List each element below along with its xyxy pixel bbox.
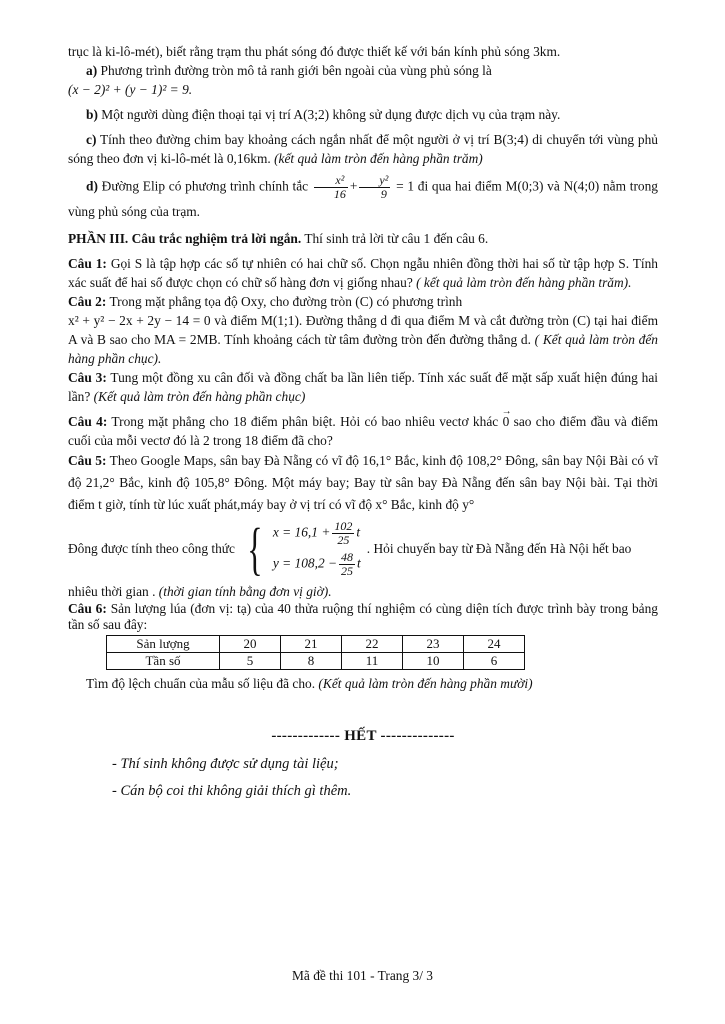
q1-note: ( kết quả làm tròn đến hàng phần trăm). (416, 275, 632, 290)
table-cell: 23 (403, 636, 464, 653)
item-a-equation: (x − 2)² + (y − 1)² = 9. (68, 82, 193, 97)
item-d: d) Đường Elip có phương trình chính tắc $\frac{\text{x²}}{16}$ + $\frac{\text{y²}}{9}$ = 1 đi qua hai điểm M(0;3) và N(4;0) nằm trong vùng phủ sóng của trạm. (68, 173, 659, 219)
table-row (107, 653, 525, 670)
table-cell: 24 (464, 636, 525, 653)
note-line: - Cán bộ coi thi không giải thích gì thêm. (112, 783, 352, 799)
question-5 (68, 450, 658, 516)
table-cell: 20 (220, 636, 281, 653)
q5-label: Câu 5: (68, 453, 107, 468)
item-a-text: Phương trình đường tròn mô tả ranh giới bên ngoài của vùng phủ sóng là (100, 63, 492, 78)
item-b-label: b) (86, 107, 98, 122)
q6-ask-line (68, 674, 658, 693)
exam-page (68, 42, 658, 802)
q5-line-end: nhiêu thời gian . (68, 584, 156, 599)
item-a (68, 61, 658, 80)
note-line: - Thí sinh không được sử dụng tài liệu; (112, 756, 339, 772)
item-b-text: Một người dùng điện thoại tại vị trí A(3;2) không sử dụng được dịch vụ của trạm này. (101, 107, 561, 122)
item-c (68, 130, 658, 168)
item-d-label: d) (86, 178, 98, 194)
brace-icon: { (247, 516, 263, 581)
item-c-label: c) (86, 132, 97, 147)
item-b (68, 105, 658, 124)
item-c-note: (kết quả làm tròn đến hàng phần trăm) (274, 151, 483, 166)
q2-label: Câu 2: (68, 294, 107, 309)
q5-text: Theo Google Maps, sân bay Đà Nẵng có vĩ độ 16,1° Bắc, kinh độ 108,2° Đông, sân bay Nội Bài có vĩ độ 21,2° Bắc, kinh độ 105,8° Đông. Một máy bay; Bay từ sân bay Đà Nẵng đến sân bay Nội bài. Tại thời điểm t giờ, tính từ lúc xuất phát,máy bay ở vị trí có vĩ độ x° Bắc, kinh độ y° (68, 453, 658, 512)
q5-formula-intro: Đông được tính theo công thức (68, 541, 236, 556)
item-d-text-after: = 1 đi qua hai điểm M(0;3) và N(4;0) nằm trong vùng phủ sóng của trạm. (68, 178, 659, 219)
ellipse-frac-y: $\frac{\text{y²}}{9}$ (359, 174, 390, 201)
q5-formula-after: . Hỏi chuyến bay từ Đà Nẵng đến Hà Nội hết bao (366, 541, 632, 556)
question-4 (68, 412, 658, 450)
table-header-cell: Tần số (107, 653, 220, 670)
item-d-text-before: Đường Elip có phương trình chính tắc (101, 178, 309, 194)
part3-desc: Thí sinh trả lời từ câu 1 đến câu 6. (304, 231, 489, 246)
table-cell: 6 (464, 653, 525, 670)
q6-note: (Kết quả làm tròn đến hàng phần mười) (318, 676, 533, 691)
q2-note: ( Kết quả làm tròn đến hàng phần chục). (68, 332, 659, 366)
question-1 (68, 254, 658, 292)
table-cell: 10 (403, 653, 464, 670)
table-cell: 11 (342, 653, 403, 670)
q3-label: Câu 3: (68, 370, 107, 385)
q5-eq1: x = 16,1 + $\frac{102}{25}$ t (272, 519, 361, 547)
q1-text: Gọi S là tập hợp các số tự nhiên có hai chữ số. Chọn ngẫu nhiên đồng thời hai số từ tập hợp S. Tính xác suất để hai số được chọn có chữ số hàng đơn vị giống nhau? (68, 256, 658, 290)
q5-eq2: y = 108,2 − $\frac{48}{25}$ t (272, 550, 361, 578)
ellipse-frac-x: $\frac{\text{x²}}{16}$ (314, 174, 348, 201)
question-6 (68, 601, 658, 633)
q6-label: Câu 6: (68, 601, 107, 616)
q2-line1: Trong mặt phẳng tọa độ Oxy, cho đường tròn (C) có phương trình (109, 294, 463, 309)
q5-note: (thời gian tính bằng đơn vị giờ). (158, 584, 332, 599)
q5-end (68, 582, 658, 601)
question-2-cont (68, 311, 658, 368)
part3-heading (68, 229, 658, 248)
q4-label: Câu 4: (68, 414, 108, 429)
q4-text-after: sao cho điểm đầu và điểm cuối của mỗi vectơ đó là 2 trong 18 điểm đã cho? (68, 414, 658, 448)
question-3 (68, 368, 658, 406)
page-footer: Mã đề thi 101 - Trang 3/ 3 (292, 968, 433, 983)
frequency-table (106, 635, 525, 670)
item-a-label: a) (86, 63, 98, 78)
q5-formula-row (68, 516, 658, 581)
q5-equation-system (273, 520, 361, 578)
part3-title: PHẦN III. Câu trắc nghiệm trả lời ngắn. (68, 231, 302, 246)
table-cell: 22 (342, 636, 403, 653)
table-cell: 5 (220, 653, 281, 670)
end-marker: ------------- HẾT -------------- (271, 728, 455, 744)
q6-text: Sản lượng lúa (đơn vị: tạ) của 40 thửa ruộng thí nghiệm có cùng diện tích được trình bày trong bảng tần số sau đây: (68, 601, 658, 632)
zero-vector: → 0 (503, 412, 510, 431)
table-row (107, 636, 525, 653)
table-cell: 21 (281, 636, 342, 653)
q6-ask: Tìm độ lệch chuẩn của mẫu số liệu đã cho. (86, 676, 316, 691)
question-2 (68, 292, 658, 311)
table-cell: 8 (281, 653, 342, 670)
q3-text: Tung một đồng xu cân đối và đồng chất ba lần liên tiếp. Tính xác suất để mặt sấp xuất hiện đúng hai lần? (68, 370, 658, 404)
intro-line: trục là ki-lô-mét), biết rằng trạm thu phát sóng đó được thiết kế với bán kính phủ sóng 3km. (68, 44, 561, 59)
q3-note: (Kết quả làm tròn đến hàng phần chục) (93, 389, 306, 404)
item-c-text: Tính theo đường chim bay khoảng cách ngắn nhất để một người ở vị trí B(3;4) di chuyển tới vùng phủ sóng theo đơn vị ki-lô-mét là 0,16km. (68, 132, 658, 166)
q4-text-before: Trong mặt phẳng cho 18 điểm phân biệt. Hỏi có bao nhiêu vectơ khác (111, 414, 499, 429)
table-header-cell: Sản lượng (107, 636, 220, 653)
q2-line2: x² + y² − 2x + 2y − 14 = 0 và điểm M(1;1). Đường thẳng d đi qua điểm M và cắt đường tròn (C) tại hai điểm A và B sao cho MA = 2MB. Tính khoảng cách từ tâm đường tròn đến đường thẳng d. (68, 313, 658, 347)
q1-label: Câu 1: (68, 256, 107, 271)
